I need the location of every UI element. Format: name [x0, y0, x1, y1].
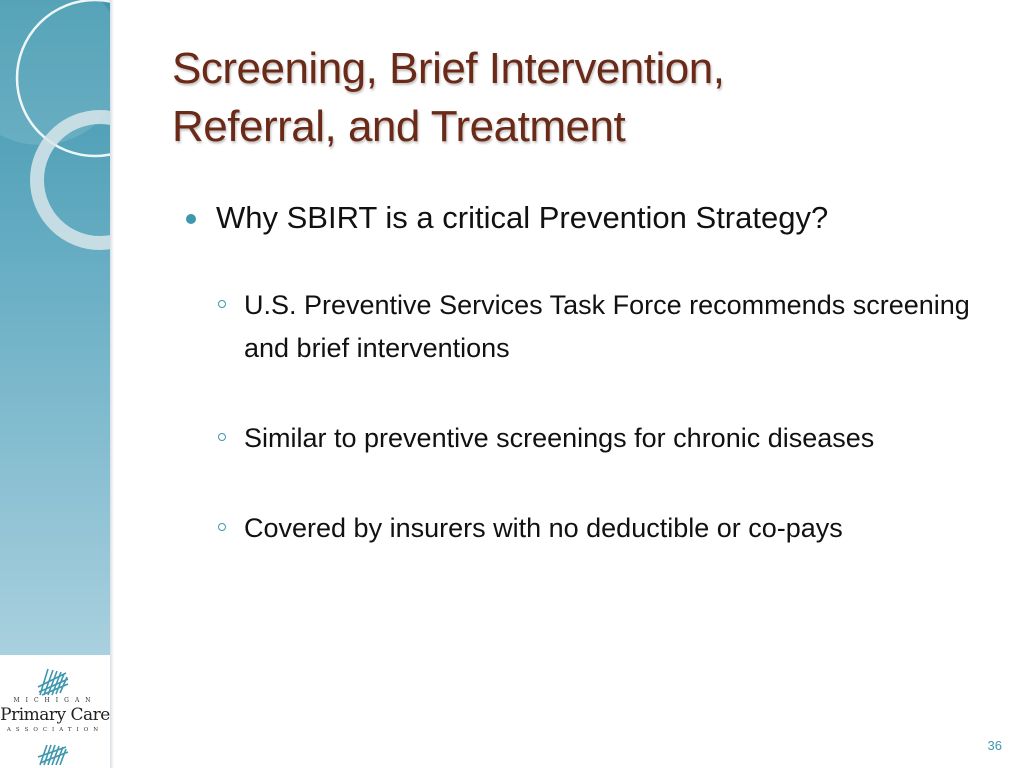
mpca-logo	[0, 655, 110, 768]
sub-bullet-text: Covered by insurers with no deductible or co-pays	[244, 513, 843, 543]
slide-title	[172, 40, 992, 156]
sub-bullet-list	[180, 284, 990, 550]
sub-bullet-text: Similar to preventive screenings for chronic diseases	[244, 423, 875, 453]
logo-scribble-icon	[36, 667, 70, 697]
title-line-1: Screening, Brief Intervention,	[172, 44, 725, 93]
bullet-ring-icon	[218, 300, 226, 308]
sub-bullet	[180, 417, 990, 460]
main-bullet-text: Why SBIRT is a critical Prevention Strategy?	[216, 200, 829, 235]
sub-bullet	[180, 507, 990, 550]
slide-number: 36	[987, 738, 1002, 753]
bullet-ring-icon	[218, 523, 226, 531]
sub-bullet-text: U.S. Preventive Services Task Force recommends screening and brief interventions	[244, 290, 970, 363]
title-line-2: Referral, and Treatment	[172, 102, 626, 151]
logo-scribble-bottom-icon	[36, 743, 70, 767]
main-bullet	[180, 196, 990, 240]
logo-association-text: ASSOCIATION	[6, 727, 104, 733]
bullet-dot-icon	[186, 214, 196, 224]
logo-michigan-text: MICHIGAN	[13, 697, 97, 704]
decorative-sidebar	[0, 0, 110, 655]
logo-primary-care-text: Primary Care	[0, 705, 110, 725]
slide-body	[180, 196, 990, 597]
sub-bullet	[180, 284, 990, 370]
bullet-ring-icon	[218, 433, 226, 441]
decorative-circles	[0, 0, 110, 655]
sidebar-divider	[110, 0, 114, 768]
